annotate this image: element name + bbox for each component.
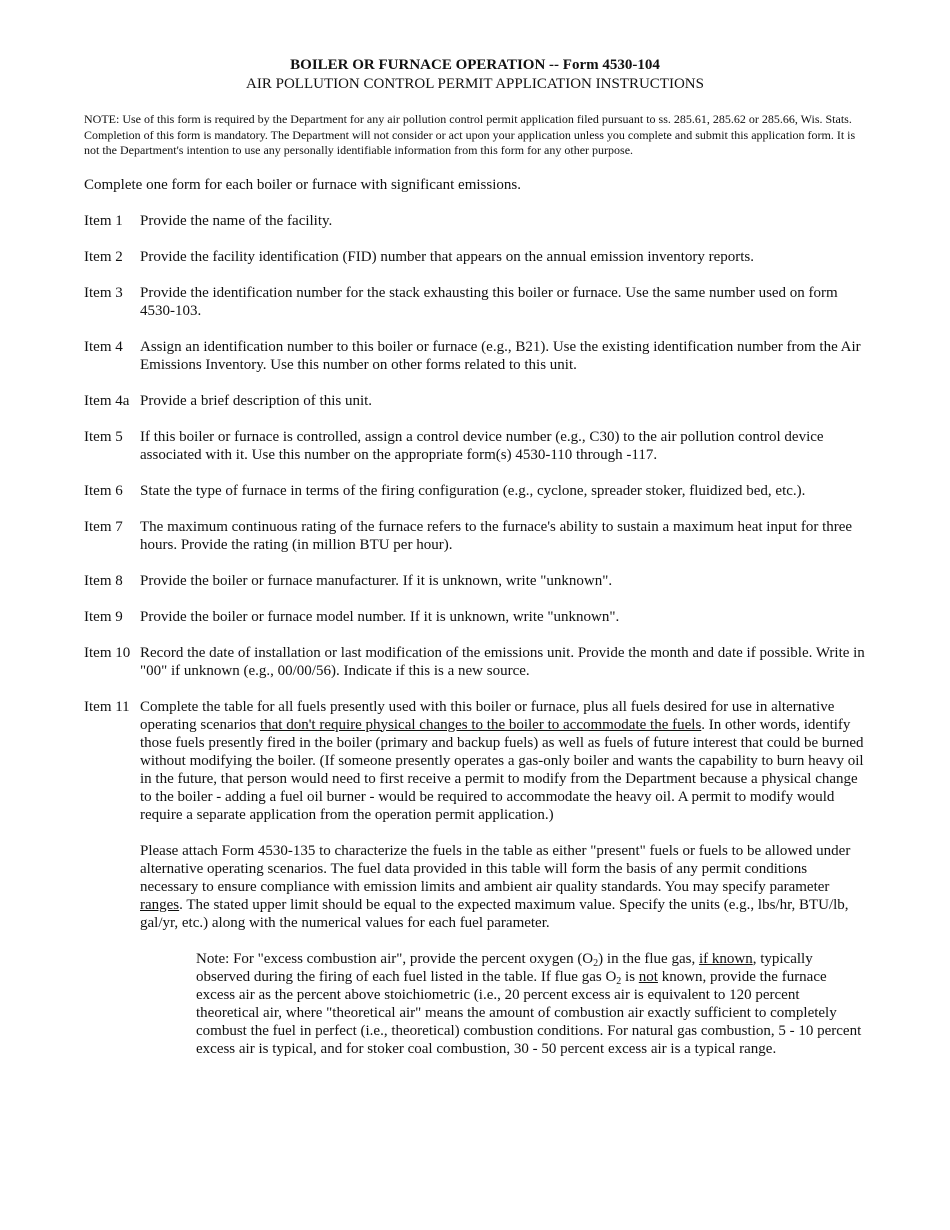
paragraph-2-text-b: . The stated upper limit should be equal to the expected maximum value. Specify the units (e.g., lbs/hr, BTU/lb, gal/yr, etc.) along with the numerical values for each fuel parameter. — [140, 896, 849, 931]
paragraph-2-text-a: Please attach Form 4530-135 to characterize the fuels in the table as either "present" fuels or fuels to be allowed under alternative operating scenarios. The fuel data provided in this table will form the basis of any permit conditions necessary to ensure compliance with emission limits and ambient air quality standards. You may specify parameter — [140, 842, 851, 895]
instructions-page — [84, 56, 866, 1058]
note-text-1: Note: For "excess combustion air", provide the percent oxygen (O — [196, 950, 594, 967]
item-1 — [84, 212, 866, 230]
note-text-5: known, provide the furnace excess air as the percent above stoichiometric (i.e., 20 percent excess air is equivalent to 120 percent theoretical air, where "theoretical air" means the amount of combustion air exactly sufficient to completely combust the fuel in perfect (i.e., theoretical) combustion conditions. For natural gas combustion, 5 - 10 percent excess air is typical, and for stoker coal combustion, 30 - 50 percent excess air is a typical range. — [196, 968, 862, 1057]
item-label: Item 6 — [84, 482, 123, 499]
item-11 — [84, 698, 866, 824]
item-6 — [84, 482, 866, 500]
item-label: Item 9 — [84, 608, 123, 625]
item-text: Provide the identification number for the stack exhausting this boiler or furnace. Use the same number used on form 4530-103. — [140, 284, 838, 319]
note-underlined-not: not — [638, 968, 658, 985]
excess-air-note — [196, 950, 866, 1058]
subscript-2: 2 — [593, 957, 599, 969]
item-text: The maximum continuous rating of the furnace refers to the furnace's ability to sustain a maximum heat input for three hours. Provide the rating (in million BTU per hour). — [140, 518, 853, 553]
item-label: Item 7 — [84, 518, 123, 535]
item-text: Record the date of installation or last modification of the emissions unit. Provide the month and date if possible. Write in "00" if unknown (e.g., 00/00/56). Indicate if this is a new source. — [140, 644, 865, 679]
item-text: Assign an identification number to this boiler or furnace (e.g., B21). Use the existing identification number from the Air Emissions Inventory. Use this number on other forms related to this unit. — [140, 338, 861, 373]
item-label: Item 5 — [84, 428, 123, 445]
paragraph-2-underlined: ranges — [140, 896, 180, 913]
item-label: Item 4 — [84, 338, 123, 355]
note-text-4: is — [621, 968, 639, 985]
item-text: Provide a brief description of this unit. — [140, 392, 373, 409]
item-11-underlined: that don't require physical changes to the boiler to accommodate the fuels — [259, 716, 702, 733]
item-text: Provide the boiler or furnace model number. If it is unknown, write "unknown". — [140, 608, 620, 625]
item-7 — [84, 518, 866, 554]
item-2 — [84, 248, 866, 266]
item-3 — [84, 284, 866, 320]
item-label: Item 4a — [84, 392, 130, 409]
subscript-2: 2 — [616, 975, 622, 987]
privacy-note: NOTE: Use of this form is required by the Department for any air pollution control permit application filed pursuant to ss. 285.61, 285.62 or 285.66, Wis. Stats. Completion of this form is mandatory. The Department will not consider or act upon your application unless you complete and submit this application form. It is not the Department's intention to use any personally identifiable information from this form for any other purpose. — [84, 112, 856, 157]
item-text: Provide the boiler or furnace manufacturer. If it is unknown, write "unknown". — [140, 572, 613, 589]
item-11-text-b: . In other words, identify those fuels presently fired in the boiler (primary and backup fuels) as well as fuels of future interest that could be burned without modifying the boiler. (If someone presently operates a gas-only boiler and wants the capability to burn heavy oil in the future, that person would need to first receive a permit to modify from the Department because a physical change to the boiler - adding a fuel oil burner - would be required to accommodate the heavy oil. A permit to modify would require a separate application from the operation permit application.) — [140, 716, 864, 823]
item-4a — [84, 392, 866, 410]
item-11-text-a: Complete the table for all fuels presently used with this boiler or furnace, plus all fuels desired for use in alternative operating scenarios — [140, 698, 835, 733]
form-subtitle: AIR POLLUTION CONTROL PERMIT APPLICATION INSTRUCTIONS — [246, 76, 704, 92]
item-4 — [84, 338, 866, 374]
intro-text: Complete one form for each boiler or furnace with significant emissions. — [84, 176, 521, 193]
note-text-3: , typically observed during the firing of each fuel listed in the table. If flue gas O — [196, 950, 813, 985]
item-text: Provide the name of the facility. — [140, 212, 333, 229]
item-8 — [84, 572, 866, 590]
form-title: BOILER OR FURNACE OPERATION -- Form 4530-104 — [290, 57, 660, 73]
item-label: Item 3 — [84, 284, 123, 301]
item-label: Item 1 — [84, 212, 123, 229]
item-label: Item 10 — [84, 644, 131, 661]
item-10 — [84, 644, 866, 680]
item-text: Provide the facility identification (FID) number that appears on the annual emission inventory reports. — [140, 248, 755, 265]
note-text-2: ) in the flue gas, — [598, 950, 699, 967]
item-label: Item 2 — [84, 248, 123, 265]
item-5 — [84, 428, 866, 464]
item-text: If this boiler or furnace is controlled, assign a control device number (e.g., C30) to the air pollution control device associated with it. Use this number on the appropriate form(s) 4530-110 through -117. — [140, 428, 824, 463]
item-11-paragraph-1 — [140, 698, 866, 824]
item-label: Item 8 — [84, 572, 123, 589]
item-11-paragraph-2 — [140, 842, 866, 932]
note-underlined-if-known: if known — [698, 950, 753, 967]
item-text: State the type of furnace in terms of the firing configuration (e.g., cyclone, spreader stoker, fluidized bed, etc.). — [140, 482, 806, 499]
item-label: Item 11 — [84, 698, 130, 715]
item-9 — [84, 608, 866, 626]
